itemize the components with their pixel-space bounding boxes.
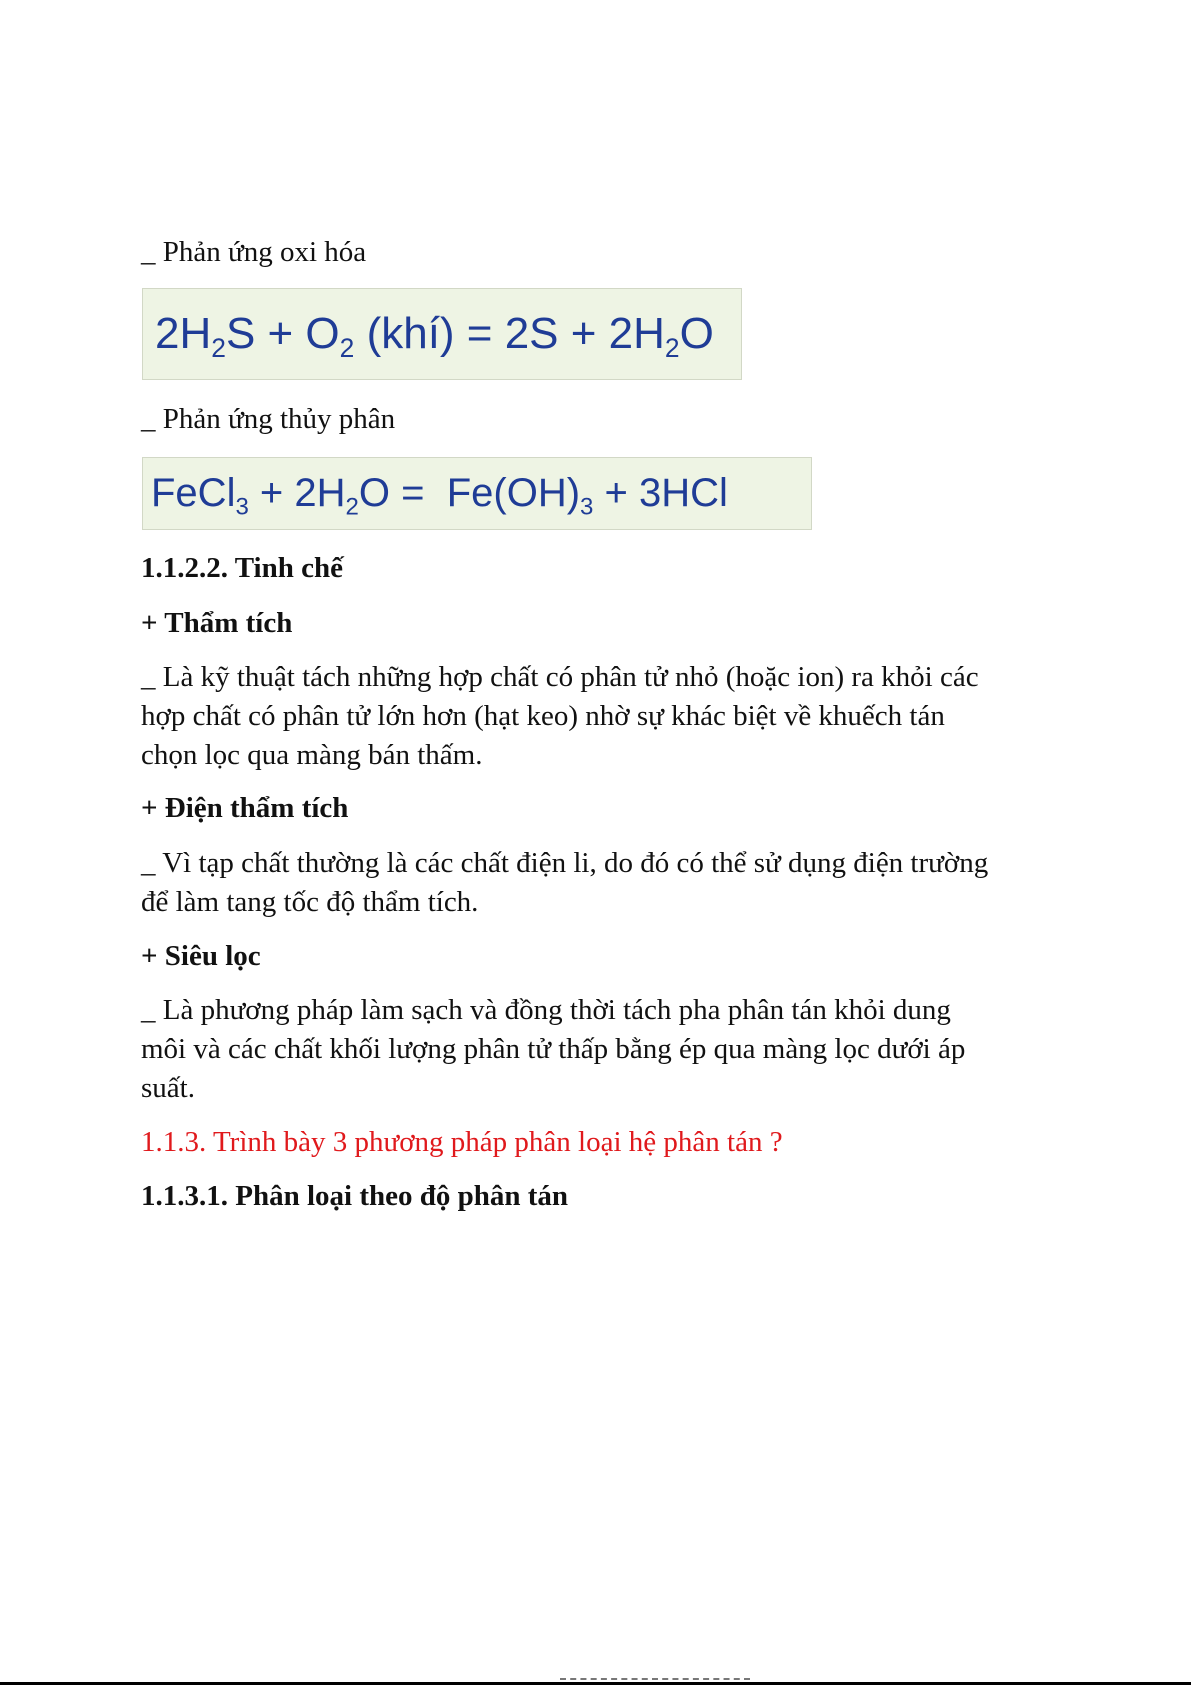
question-heading: 1.1.3. Trình bày 3 phương pháp phân loại hệ phân tán ? bbox=[141, 1126, 783, 1158]
ultrafiltration-text-line-2: môi và các chất khối lượng phân tử thấp bằng ép qua màng lọc dưới áp bbox=[141, 1033, 966, 1065]
ultrafiltration-text-line-3: suất. bbox=[141, 1072, 195, 1104]
electrodialysis-title: + Điện thẩm tích bbox=[141, 792, 349, 824]
dialysis-text-line-1: _ Là kỹ thuật tách những hợp chất có phân tử nhỏ (hoặc ion) ra khỏi các bbox=[141, 661, 979, 693]
heading-purification: 1.1.2.2. Tinh chế bbox=[141, 552, 343, 584]
electrodialysis-text-line-2: để làm tang tốc độ thẩm tích. bbox=[141, 886, 479, 918]
electrodialysis-text-line-1: _ Vì tạp chất thường là các chất điện li, do đó có thể sử dụng điện trường bbox=[141, 847, 989, 879]
oxidation-equation-box bbox=[142, 288, 742, 380]
ultrafiltration-text-line-1: _ Là phương pháp làm sạch và đồng thời tách pha phân tán khỏi dung bbox=[141, 994, 951, 1026]
hydrolysis-equation-box bbox=[142, 457, 812, 530]
heading-classification: 1.1.3.1. Phân loại theo độ phân tán bbox=[141, 1180, 569, 1212]
dialysis-title: + Thẩm tích bbox=[141, 607, 293, 639]
dialysis-text-line-3: chọn lọc qua màng bán thấm. bbox=[141, 739, 483, 771]
ultrafiltration-title: + Siêu lọc bbox=[141, 940, 261, 972]
dialysis-text-line-2: hợp chất có phân tử lớn hơn (hạt keo) nhờ sự khác biệt về khuếch tán bbox=[141, 700, 945, 732]
hydrolysis-label: _ Phản ứng thủy phân bbox=[141, 403, 396, 435]
oxidation-equation: $2H_2S + O_2$ (khí) = $2S + 2H_2O$ bbox=[155, 309, 714, 364]
oxidation-label: _ Phản ứng oxi hóa bbox=[141, 236, 367, 268]
hydrolysis-equation: FeCl$_3$ + $2H_2O = Fe(OH)_3 + 3HCl$ bbox=[151, 471, 728, 521]
